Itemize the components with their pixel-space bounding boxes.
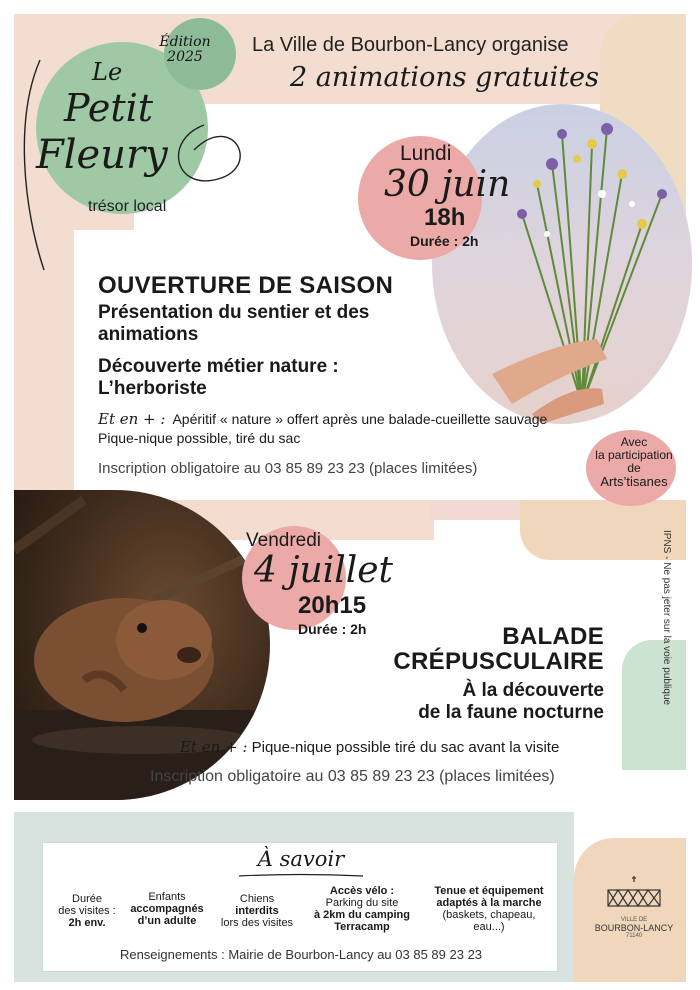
info-footer: Renseignements : Mairie de Bourbon-Lancy au 03 85 89 23 23 xyxy=(119,947,483,962)
info-title: À savoir xyxy=(257,847,345,871)
event2-title-line-1: BALADE xyxy=(502,623,604,650)
info-children-line-2: accompagnés xyxy=(130,903,204,915)
side-note-text: IPNS - Ne pas jeter sur la voie publique xyxy=(661,530,672,706)
partner-note xyxy=(586,436,682,488)
event2-title xyxy=(356,624,604,674)
info-bike-line-1: Accès vélo : xyxy=(329,885,395,897)
wildflower-bouquet-photo xyxy=(432,104,692,424)
event1-day: Lundi xyxy=(400,142,452,165)
organiser-line: La Ville de Bourbon-Lancy organise xyxy=(252,34,569,56)
info-duration-line-2: des visites : xyxy=(58,905,116,917)
event1-subtitle-1: Présentation du sentier et des animations xyxy=(98,302,370,345)
event2-subtitle-line-2: de la faune nocturne xyxy=(418,702,604,723)
info-children-line-1: Enfants xyxy=(148,891,186,903)
partner-name: Arts’tisanes xyxy=(600,474,668,489)
info-outfit-line-3: (baskets, chapeau, xyxy=(442,909,536,921)
event1-extra-line-2: Pique-nique possible, tiré du sac xyxy=(98,430,301,446)
logo-word-fleury: Fleury xyxy=(36,132,168,178)
edition-label: Édition 2025 xyxy=(159,34,211,65)
event1-extras xyxy=(98,410,618,448)
event2-day: Vendredi xyxy=(246,530,322,551)
partner-line-1: Avec xyxy=(620,435,648,449)
info-outfit xyxy=(421,885,557,933)
logo-word-petit: Petit xyxy=(64,86,154,130)
info-outfit-line-4: eau...) xyxy=(473,921,505,933)
background-shape-green xyxy=(622,640,686,770)
event1-title: OUVERTURE DE SAISON xyxy=(98,272,394,299)
event1-duration: Durée : 2h xyxy=(410,233,479,249)
logo-tagline: trésor local xyxy=(88,198,167,215)
info-bike-line-2: Parking du site xyxy=(325,897,399,909)
info-bike xyxy=(303,885,421,933)
event1-subtitle-2: Découverte métier nature : L’herboriste xyxy=(98,356,339,399)
event1-extra-tag: Et en + : xyxy=(98,410,166,428)
info-duration-line-1: Durée xyxy=(72,893,102,905)
event1-date: 30 juin xyxy=(384,164,511,205)
side-note xyxy=(658,530,674,706)
event2-extra-tag: Et en + : xyxy=(180,738,248,756)
info-duration xyxy=(47,893,127,929)
info-duration-line-3: 2h env. xyxy=(68,917,106,929)
info-box xyxy=(42,842,558,972)
event1-extra-line-1: Apéritif « nature » offert après une balade-cueillette sauvage xyxy=(172,411,548,427)
partner-line-3: de xyxy=(627,461,641,475)
town-prefix: VILLE DE xyxy=(620,917,648,923)
town-name: BOURBON-LANCY xyxy=(594,923,674,933)
event2-duration: Durée : 2h xyxy=(298,621,367,637)
event2-registration: Inscription obligatoire au 03 85 89 23 23 (places limitées) xyxy=(150,768,555,785)
info-outfit-line-2: adaptés à la marche xyxy=(436,897,542,909)
info-children-line-3: d’un adulte xyxy=(137,915,197,927)
event2-subtitle-line-1: À la découverte xyxy=(462,680,604,701)
info-dogs-line-1: Chiens xyxy=(239,893,275,905)
town-postcode: 71140 xyxy=(625,933,643,939)
event2-title-line-2: CRÉPUSCULAIRE xyxy=(393,648,604,675)
info-bike-line-3: à 2km du camping xyxy=(314,909,410,921)
info-title-underline xyxy=(239,873,363,879)
event1-time: 18h xyxy=(424,204,466,231)
event1-registration: Inscription obligatoire au 03 85 89 23 23 (places limitées) xyxy=(98,460,478,477)
info-outfit-line-1: Tenue et équipement xyxy=(434,885,544,897)
event2-extra-text: Pique-nique possible tiré du sac avant la visite xyxy=(251,739,560,756)
town-logo xyxy=(594,876,674,939)
info-children xyxy=(125,891,209,927)
info-dogs-line-3: lors des visites xyxy=(220,917,294,929)
info-dogs-line-2: interdits xyxy=(235,905,279,917)
event2-time: 20h15 xyxy=(298,592,367,619)
headline: 2 animations gratuites xyxy=(290,62,599,93)
info-dogs xyxy=(209,893,305,929)
partner-line-2: la participation xyxy=(595,448,673,462)
town-crest-icon xyxy=(604,876,664,912)
event2-subtitle xyxy=(356,680,604,724)
logo-word-le: Le xyxy=(92,58,123,86)
event2-extras xyxy=(180,738,559,756)
event2-date: 4 juillet xyxy=(254,550,394,591)
info-bike-line-4: Terracamp xyxy=(334,921,390,933)
